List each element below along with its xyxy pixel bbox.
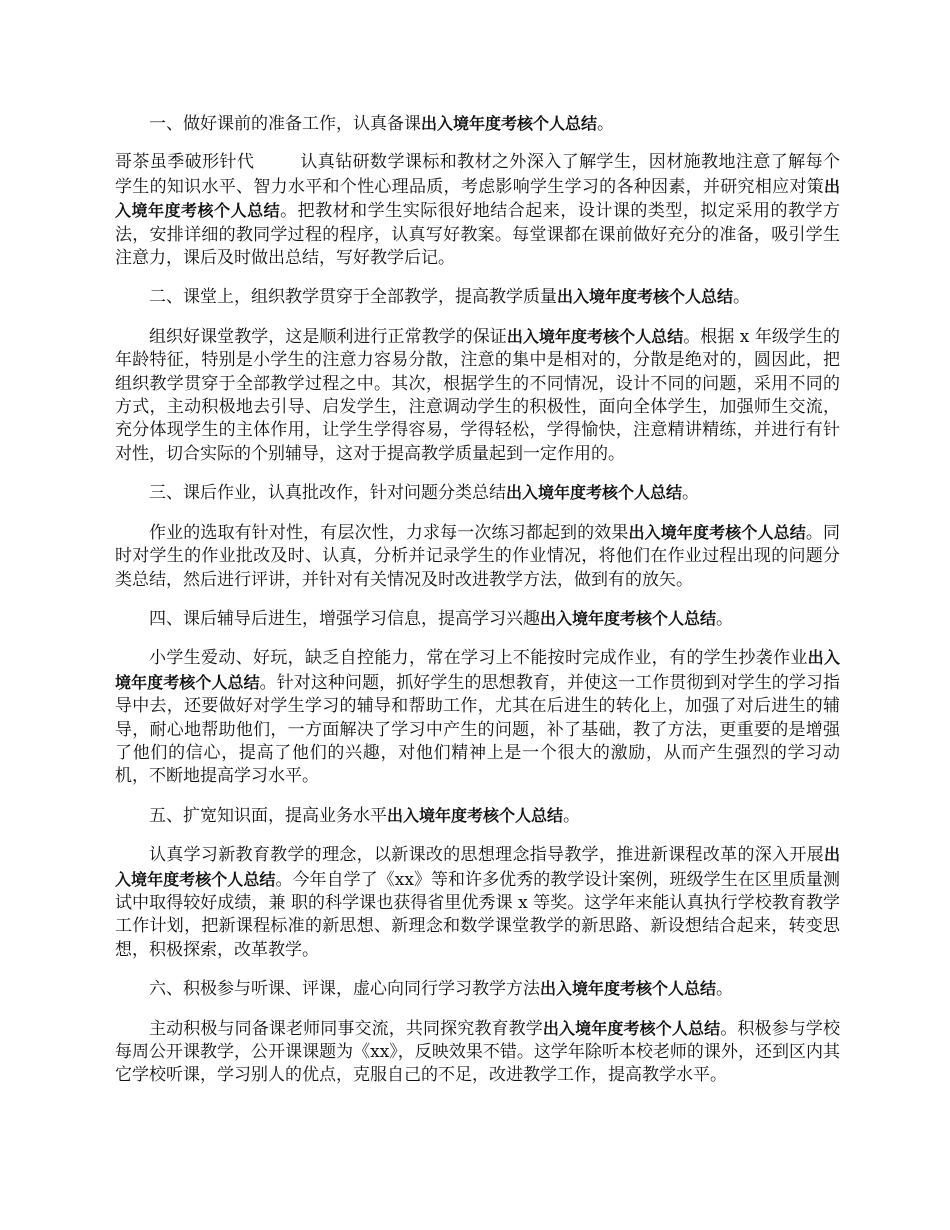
- section-4-body: 小学生爱动、好玩，缺乏自控能力，常在学习上不能按时完成作业，有的学生抄袭作业出入境年度考核个人总结。针对这种问题，抓好学生的思想教育，并使这一工作贯彻到对学生的学习指导中去，还要做好对学生学习的辅导和帮助工作，尤其在后进生的转化上，加强了对后进生的辅导，耐心地帮助他们，一方面解决了学习中产生的问题，补了基础，教了方法，更重要的是增强了他们的信心，提高了他们的兴趣，对他们精神上是一个很大的激励，从而产生强烈的学习动机，不断地提高学习水平。: [115, 648, 840, 787]
- keyword-title: 出入境年度考核个人总结: [542, 1018, 721, 1038]
- keyword-title: 出入境年度考核个人总结: [506, 326, 684, 346]
- section-1-heading: 一、做好课前的准备工作，认真备课出入境年度考核个人总结。: [149, 114, 615, 134]
- section-4-heading: 四、课后辅导后进生，增强学习信息，提高学习兴趣出入境年度考核个人总结。: [149, 608, 734, 629]
- document-page: [115, 112, 840, 1103]
- section-6-body: 主动积极与同备课老师同事交流，共同探究教育教学出入境年度考核个人总结。积极参与学校每周公开课教学，公开课课题为《xx》，反映效果不错。这学年除听本校老师的课外，还到区内其它学校听课，学习别人的优点，克服自己的不足，改进教学工作，提高教学水平。: [115, 1018, 840, 1086]
- section-5-body: 认真学习新教育教学的理念，以新课改的思想理念指导教学，推进新课程改革的深入开展出入境年度考核个人总结。今年自学了《xx》等和许多优秀的教学设计案例，班级学生在区里质量测试中取得较好成绩，兼 职的科学课也获得省里优秀课 x 等奖。这学年来能认真执行学校教育教学工作计划，把新课程标准的新思想、新理念和数学课堂教学的新思路、新设想结合起来，转变思想，积极探索，改革教学。: [115, 845, 840, 960]
- section-3-heading: 三、课后作业，认真批改作，针对问题分类总结出入境年度考核个人总结。: [149, 483, 700, 504]
- keyword-title: 出入境年度考核个人总结: [387, 805, 564, 825]
- section-6-heading: 六、积极参与听课、评课，虚心向同行学习教学方法出入境年度考核个人总结。: [149, 979, 734, 1000]
- keyword-title: 出入境年度考核个人总结: [115, 845, 840, 889]
- section-2-heading: 二、课堂上，组织教学贯穿于全部教学，提高教学质量出入境年度考核个人总结。: [149, 287, 751, 308]
- section-1-lead: 哥茶虽季破形针代: [115, 152, 255, 173]
- keyword-title: 出入境年度考核个人总结: [540, 608, 717, 628]
- keyword-title: 出入境年度考核个人总结: [506, 483, 683, 503]
- keyword-title: 出入境年度考核个人总结: [421, 114, 598, 133]
- keyword-title: 出入境年度考核个人总结: [628, 522, 806, 542]
- keyword-title: 出入境年度考核个人总结: [540, 979, 717, 999]
- section-1-body: 哥茶虽季破形针代 认真钻研数学课标和教材之外深入了解学生，因材施教地注意了解每个学生的知识水平、智力水平和个性心理品质，考虑影响学生学习的各种因素，并研究相应对策出入境年度考核个人总结。把教材和学生实际很好地结合起来，设计课的类型，拟定采用的教学方法，安排详细的教同学过程的程序，认真写好教案。每堂课都在课前做好充分的准备，吸引学生注意力，课后及时做出总结，写好教学后记。: [115, 152, 841, 269]
- keyword-title: 出入境年度考核个人总结: [557, 287, 734, 307]
- section-3-body: 作业的选取有针对性，有层次性，力求每一次练习都起到的效果出入境年度考核个人总结。同时对学生的作业批改及时、认真，分析并记录学生的作业情况，将他们在作业过程出现的问题分类总结，然后进行评讲，并针对有关情况及时改进教学方法，做到有的放矢。: [115, 522, 840, 590]
- keyword-title: 出入境年度考核个人总结: [115, 176, 840, 221]
- section-2-body: 组织好课堂教学，这是顺利进行正常教学的保证出入境年度考核个人总结。根据 x 年级学生的年龄特征，特别是小学生的注意力容易分散，注意的集中是相对的，分散是绝对的，圆因此，把组织教学贯穿于全部教学过程之中。其次，根据学生的不同情况，设计不同的问题，采用不同的方式，主动积极地去引导、启发学生，注意调动学生的积极性，面向全体学生，加强师生交流，充分体现学生的主体作用，让学生学得容易，学得轻松，学得愉快，注意精讲精练，并进行有针对性，切合实际的个别辅导，这对于提高教学质量起到一定作用的。: [115, 326, 840, 464]
- section-5-heading: 五、扩宽知识面，提高业务水平出入境年度考核个人总结。: [149, 805, 581, 826]
- keyword-title: 出入境年度考核个人总结: [115, 648, 840, 692]
